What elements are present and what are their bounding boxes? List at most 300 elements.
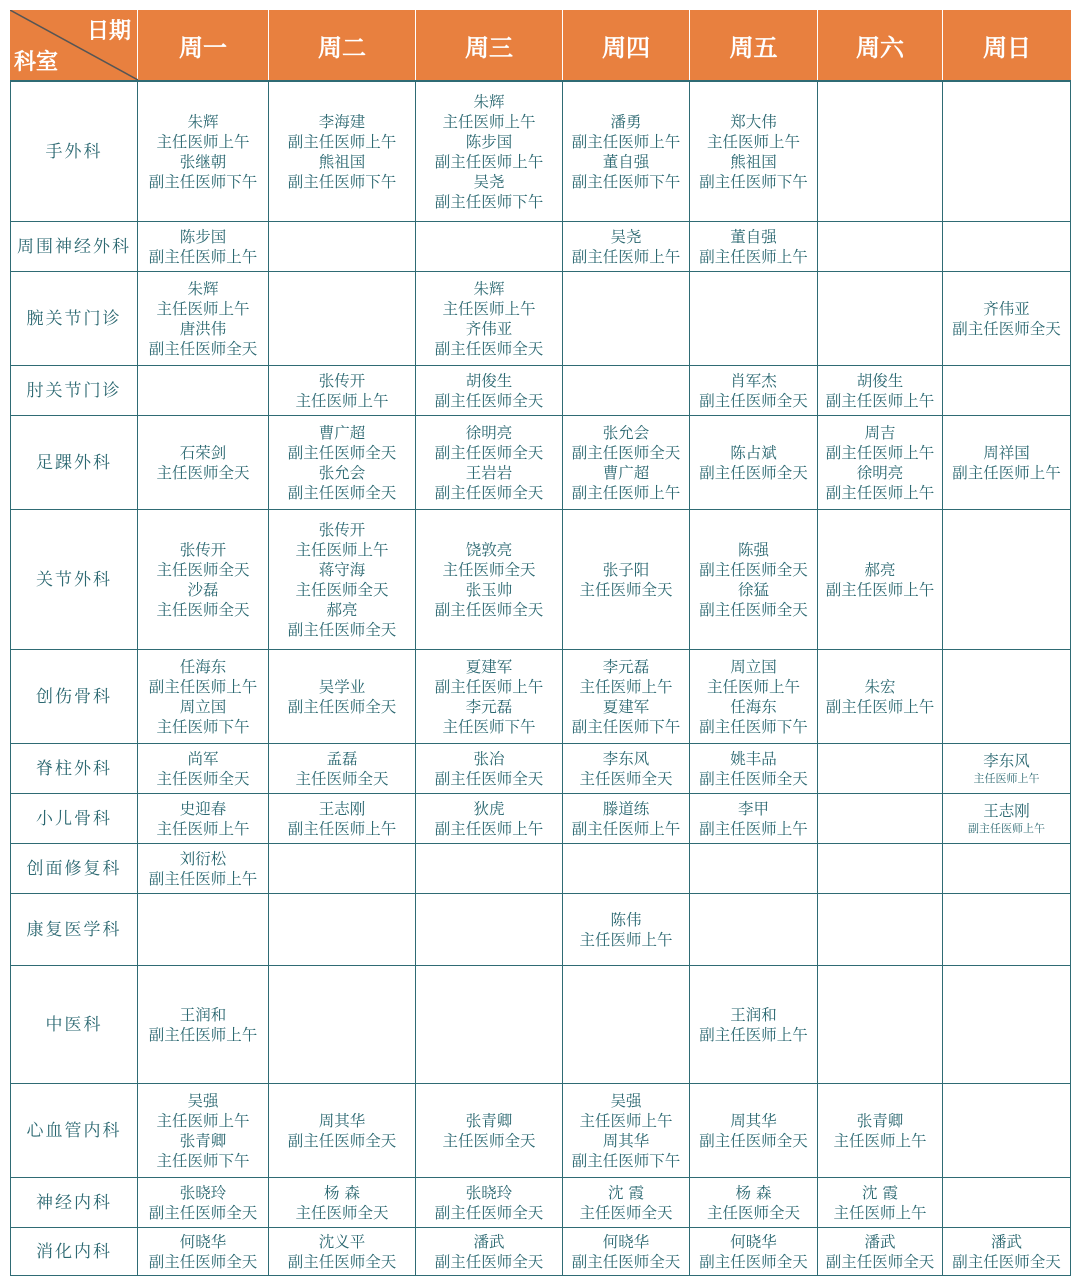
schedule-cell-thu (563, 1178, 690, 1227)
doctor-title-session: 副主任医师全天 (699, 463, 808, 482)
doctor-name: 董自强 (602, 152, 650, 171)
doctor-title-session: 副主任医师上午 (571, 247, 681, 266)
department-name: 消化内科 (10, 1228, 138, 1275)
schedule-cell-fri (690, 650, 818, 743)
header-row (10, 10, 1071, 82)
doctor-name: 吴尧 (610, 227, 642, 246)
doctor-name: 潘武 (864, 1232, 896, 1251)
schedule-cell-thu (563, 1228, 690, 1275)
doctor-title-session: 副主任医师上午 (825, 580, 935, 599)
doctor-name: 张继朝 (179, 152, 227, 171)
doctor-title-session: 副主任医师上午 (148, 677, 258, 696)
day-header-sat: 周六 (818, 10, 943, 80)
doctor-name: 潘武 (473, 1232, 505, 1251)
schedule-cell-sat (818, 844, 943, 893)
doctor-name: 蒋守海 (318, 560, 366, 579)
doctor-name: 徐猛 (737, 580, 769, 599)
doctor-title-session: 副主任医师上午 (825, 391, 935, 410)
schedule-cell-mon (138, 222, 269, 271)
table-row (10, 272, 1071, 366)
doctor-name: 郝亮 (326, 600, 358, 619)
doctor-title-session: 主任医师全天 (442, 560, 536, 579)
doctor-name: 周吉 (864, 423, 896, 442)
doctor-title-session: 主任医师全天 (579, 580, 673, 599)
doctor-title-session: 副主任医师全天 (287, 620, 397, 639)
doctor-title-session: 副主任医师下午 (434, 192, 544, 211)
schedule-cell-thu (563, 272, 690, 365)
doctor-name: 陈占斌 (730, 443, 777, 462)
day-header-thu: 周四 (563, 10, 690, 80)
schedule-cell-sun (943, 82, 1071, 221)
schedule-cell-mon (138, 1228, 269, 1275)
schedule-cell-fri (690, 744, 818, 793)
schedule-cell-thu (563, 844, 690, 893)
schedule-cell-sun (943, 366, 1071, 415)
doctor-title-session: 主任医师上午 (833, 1131, 927, 1150)
day-header-tue: 周二 (269, 10, 416, 80)
doctor-title-session: 副主任医师全天 (148, 339, 258, 358)
doctor-name: 李甲 (737, 799, 769, 818)
doctor-name: 肖军杰 (730, 371, 777, 390)
department-name: 创面修复科 (10, 844, 138, 893)
table-row (10, 222, 1071, 272)
schedule-cell-sat (818, 744, 943, 793)
doctor-title-session: 副主任医师上午 (825, 483, 935, 502)
doctor-name: 张传开 (318, 371, 366, 390)
doctor-name: 张青卿 (179, 1131, 227, 1150)
schedule-cell-wed (416, 794, 563, 843)
department-name: 创伤骨科 (10, 650, 138, 743)
doctor-title-session: 主任医师全天 (579, 769, 673, 788)
schedule-cell-thu (563, 894, 690, 965)
doctor-title-session: 副主任医师全天 (148, 1252, 258, 1271)
schedule-cell-tue (269, 650, 416, 743)
doctor-name: 周其华 (602, 1131, 650, 1150)
doctor-title-session: 副主任医师上午 (571, 483, 681, 502)
schedule-cell-fri (690, 794, 818, 843)
schedule-cell-sun (943, 966, 1071, 1083)
schedule-cell-fri (690, 272, 818, 365)
schedule-cell-thu (563, 510, 690, 649)
schedule-cell-mon (138, 366, 269, 415)
schedule-cell-sat (818, 366, 943, 415)
doctor-title-session: 主任医师全天 (295, 769, 389, 788)
schedule-cell-sun (943, 416, 1071, 509)
schedule-cell-tue (269, 510, 416, 649)
doctor-title-session: 副主任医师上午 (952, 463, 1061, 482)
doctor-title-session: 副主任医师上午 (571, 132, 681, 151)
schedule-cell-sat (818, 894, 943, 965)
schedule-cell-fri (690, 222, 818, 271)
doctor-name: 周其华 (730, 1111, 777, 1130)
doctor-name: 张允会 (602, 423, 650, 442)
doctor-title-session: 副主任医师上午 (825, 443, 935, 462)
schedule-cell-thu (563, 416, 690, 509)
doctor-title-session: 副主任医师全天 (434, 391, 544, 410)
department-name: 关节外科 (10, 510, 138, 649)
schedule-cell-mon (138, 272, 269, 365)
doctor-name: 朱辉 (187, 112, 219, 131)
doctor-name: 任海东 (730, 697, 777, 716)
doctor-name: 李海建 (318, 112, 366, 131)
schedule-cell-sun (943, 510, 1071, 649)
schedule-table (10, 10, 1071, 1276)
schedule-cell-mon (138, 966, 269, 1083)
schedule-cell-fri (690, 894, 818, 965)
doctor-name: 齐伟亚 (983, 299, 1030, 318)
doctor-title-session: 主任医师上午 (973, 771, 1040, 785)
doctor-title-session: 副主任医师上午 (699, 819, 808, 838)
doctor-title-session: 副主任医师全天 (287, 1252, 397, 1271)
doctor-title-session: 副主任医师全天 (287, 1131, 397, 1150)
day-header-wed: 周三 (416, 10, 563, 80)
doctor-name: 夏建军 (465, 657, 513, 676)
doctor-name: 石荣剑 (179, 443, 227, 462)
department-name: 腕关节门诊 (10, 272, 138, 365)
doctor-name: 史迎春 (179, 799, 227, 818)
doctor-title-session: 副主任医师全天 (699, 560, 808, 579)
doctor-title-session: 副主任医师全天 (434, 1252, 544, 1271)
schedule-cell-mon (138, 510, 269, 649)
doctor-name: 张传开 (179, 540, 227, 559)
table-row (10, 1084, 1071, 1178)
doctor-name: 胡俊生 (856, 371, 904, 390)
doctor-title-session: 副主任医师全天 (699, 1131, 808, 1150)
schedule-cell-sat (818, 510, 943, 649)
doctor-name: 夏建军 (602, 697, 650, 716)
doctor-title-session: 副主任医师全天 (571, 443, 681, 462)
doctor-name: 何晓华 (730, 1232, 777, 1251)
schedule-cell-mon (138, 650, 269, 743)
doctor-name: 王润和 (730, 1005, 777, 1024)
schedule-cell-tue (269, 966, 416, 1083)
doctor-title-session: 副主任医师上午 (825, 697, 935, 716)
day-header-sun: 周日 (983, 33, 1031, 62)
doctor-name: 李东风 (983, 751, 1030, 770)
doctor-name: 姚丰品 (730, 749, 777, 768)
doctor-title-session: 主任医师上午 (706, 677, 800, 696)
schedule-cell-wed (416, 894, 563, 965)
doctor-title-session: 主任医师上午 (156, 299, 250, 318)
doctor-title-session: 副主任医师全天 (287, 697, 397, 716)
schedule-cell-mon (138, 894, 269, 965)
doctor-name: 刘衍松 (179, 849, 227, 868)
doctor-name: 吴学业 (318, 677, 366, 696)
doctor-name: 周立国 (179, 697, 227, 716)
doctor-title-session: 副主任医师全天 (148, 1203, 258, 1222)
schedule-cell-sat (818, 82, 943, 221)
doctor-name: 张冶 (473, 749, 505, 768)
doctor-name: 张青卿 (465, 1111, 513, 1130)
doctor-name: 胡俊生 (465, 371, 513, 390)
doctor-title-session: 主任医师全天 (579, 1203, 673, 1222)
department-name: 足踝外科 (10, 416, 138, 509)
schedule-cell-thu (563, 744, 690, 793)
schedule-cell-sat (818, 1084, 943, 1177)
schedule-cell-tue (269, 272, 416, 365)
schedule-cell-wed (416, 744, 563, 793)
doctor-name: 王岩岩 (465, 463, 513, 482)
schedule-cell-tue (269, 416, 416, 509)
department-name: 肘关节门诊 (10, 366, 138, 415)
doctor-name: 何晓华 (179, 1232, 227, 1251)
schedule-body (10, 82, 1071, 1276)
schedule-cell-tue (269, 844, 416, 893)
doctor-name: 饶敦亮 (465, 540, 513, 559)
doctor-name: 孟磊 (326, 749, 358, 768)
doctor-name: 沈 霞 (608, 1183, 644, 1202)
day-header-fri: 周五 (690, 10, 818, 80)
schedule-cell-thu (563, 650, 690, 743)
doctor-name: 陈步国 (179, 227, 227, 246)
schedule-cell-sat (818, 1178, 943, 1227)
doctor-name: 熊祖国 (730, 152, 777, 171)
doctor-name: 张晓玲 (179, 1183, 227, 1202)
doctor-title-session: 副主任医师全天 (952, 319, 1061, 338)
schedule-cell-sun (943, 1178, 1071, 1227)
doctor-name: 潘勇 (610, 112, 642, 131)
doctor-name: 熊祖国 (318, 152, 366, 171)
doctor-name: 何晓华 (602, 1232, 650, 1251)
department-name: 康复医学科 (10, 894, 138, 965)
doctor-title-session: 主任医师上午 (295, 540, 389, 559)
doctor-title-session: 副主任医师下午 (571, 717, 681, 736)
doctor-title-session: 副主任医师全天 (571, 1252, 681, 1271)
schedule-cell-wed (416, 416, 563, 509)
schedule-cell-tue (269, 366, 416, 415)
doctor-title-session: 主任医师全天 (156, 769, 250, 788)
doctor-name: 王润和 (179, 1005, 227, 1024)
table-row (10, 844, 1071, 894)
doctor-name: 曹广超 (318, 423, 366, 442)
schedule-cell-wed (416, 82, 563, 221)
doctor-title-session: 副主任医师上午 (148, 1025, 258, 1044)
doctor-name: 王志刚 (318, 799, 366, 818)
doctor-name: 张玉帅 (465, 580, 513, 599)
schedule-cell-mon (138, 416, 269, 509)
schedule-cell-tue (269, 82, 416, 221)
doctor-title-session: 副主任医师全天 (287, 483, 397, 502)
doctor-title-session: 副主任医师下午 (571, 1151, 681, 1170)
schedule-cell-sun (943, 1084, 1071, 1177)
doctor-title-session: 副主任医师上午 (699, 1025, 808, 1044)
schedule-cell-fri (690, 366, 818, 415)
doctor-title-session: 主任医师上午 (442, 299, 536, 318)
schedule-cell-thu (563, 1084, 690, 1177)
schedule-cell-sun (943, 1228, 1071, 1275)
schedule-cell-wed (416, 272, 563, 365)
schedule-cell-mon (138, 82, 269, 221)
department-name: 周围神经外科 (10, 222, 138, 271)
doctor-title-session: 副主任医师上午 (287, 819, 397, 838)
schedule-cell-tue (269, 1084, 416, 1177)
doctor-title-session: 主任医师下午 (156, 717, 250, 736)
doctor-name: 张允会 (318, 463, 366, 482)
schedule-cell-sat (818, 1228, 943, 1275)
doctor-title-session: 主任医师上午 (156, 1111, 250, 1130)
doctor-name: 唐洪伟 (179, 319, 227, 338)
doctor-name: 李元磊 (602, 657, 650, 676)
doctor-name: 李元磊 (465, 697, 513, 716)
schedule-cell-wed (416, 510, 563, 649)
schedule-cell-sat (818, 650, 943, 743)
department-name: 神经内科 (10, 1178, 138, 1227)
schedule-cell-fri (690, 844, 818, 893)
doctor-name: 任海东 (179, 657, 227, 676)
corner-dept-label: 科室 (14, 50, 59, 75)
schedule-cell-tue (269, 744, 416, 793)
doctor-name: 董自强 (730, 227, 777, 246)
schedule-cell-mon (138, 1178, 269, 1227)
doctor-name: 吴尧 (473, 172, 505, 191)
schedule-cell-sun (943, 222, 1071, 271)
doctor-title-session: 副主任医师下午 (699, 172, 808, 191)
schedule-cell-sat (818, 416, 943, 509)
doctor-name: 狄虎 (473, 799, 505, 818)
doctor-title-session: 副主任医师上午 (434, 819, 544, 838)
doctor-title-session: 主任医师全天 (706, 1203, 800, 1222)
doctor-name: 张晓玲 (465, 1183, 513, 1202)
schedule-cell-sat (818, 222, 943, 271)
doctor-title-session: 主任医师上午 (156, 819, 250, 838)
table-row (10, 744, 1071, 794)
doctor-title-session: 副主任医师全天 (699, 391, 808, 410)
doctor-name: 潘武 (990, 1232, 1022, 1251)
department-name: 脊柱外科 (10, 744, 138, 793)
doctor-title-session: 副主任医师下午 (148, 172, 258, 191)
doctor-name: 杨 森 (735, 1183, 772, 1202)
schedule-cell-wed (416, 222, 563, 271)
doctor-title-session: 副主任医师全天 (287, 443, 397, 462)
doctor-title-session: 主任医师全天 (156, 600, 250, 619)
doctor-name: 郝亮 (864, 560, 896, 579)
doctor-name: 朱辉 (187, 279, 219, 298)
doctor-name: 吴强 (187, 1091, 219, 1110)
doctor-name: 沈义平 (318, 1232, 366, 1251)
schedule-cell-fri (690, 416, 818, 509)
schedule-cell-wed (416, 1084, 563, 1177)
doctor-name: 徐明亮 (856, 463, 904, 482)
schedule-cell-thu (563, 366, 690, 415)
doctor-title-session: 主任医师下午 (156, 1151, 250, 1170)
doctor-title-session: 副主任医师全天 (434, 483, 544, 502)
schedule-cell-sun (943, 272, 1071, 365)
doctor-name: 齐伟亚 (465, 319, 513, 338)
table-row (10, 966, 1071, 1084)
table-row (10, 416, 1071, 510)
doctor-name: 朱辉 (473, 92, 505, 111)
schedule-cell-sun (943, 894, 1071, 965)
schedule-cell-sun (943, 844, 1071, 893)
doctor-name: 朱宏 (864, 677, 896, 696)
doctor-title-session: 副主任医师上午 (434, 152, 544, 171)
doctor-title-session: 主任医师全天 (156, 560, 250, 579)
schedule-cell-mon (138, 744, 269, 793)
schedule-cell-tue (269, 794, 416, 843)
schedule-cell-thu (563, 794, 690, 843)
schedule-cell-sun (943, 794, 1071, 843)
doctor-name: 沙磊 (187, 580, 219, 599)
schedule-cell-sun (943, 744, 1071, 793)
table-row (10, 366, 1071, 416)
doctor-name: 陈伟 (610, 910, 642, 929)
doctor-name: 王志刚 (983, 801, 1030, 820)
doctor-title-session: 副主任医师下午 (287, 172, 397, 191)
schedule-cell-fri (690, 82, 818, 221)
schedule-cell-tue (269, 894, 416, 965)
doctor-title-session: 副主任医师全天 (825, 1252, 935, 1271)
doctor-title-session: 主任医师上午 (579, 930, 673, 949)
doctor-title-session: 主任医师上午 (833, 1203, 927, 1222)
doctor-title-session: 副主任医师全天 (699, 600, 808, 619)
doctor-name: 尚军 (187, 749, 219, 768)
schedule-cell-tue (269, 222, 416, 271)
doctor-title-session: 副主任医师上午 (148, 247, 258, 266)
doctor-title-session: 主任医师上午 (295, 391, 389, 410)
schedule-cell-sat (818, 794, 943, 843)
doctor-name: 张青卿 (856, 1111, 904, 1130)
schedule-cell-wed (416, 366, 563, 415)
table-row (10, 1228, 1071, 1276)
doctor-title-session: 主任医师下午 (442, 717, 536, 736)
department-name: 小儿骨科 (10, 794, 138, 843)
doctor-name: 李东风 (602, 749, 650, 768)
doctor-name: 滕道练 (602, 799, 650, 818)
doctor-name: 张传开 (318, 520, 366, 539)
department-name: 中医科 (10, 966, 138, 1083)
doctor-title-session: 副主任医师上午 (571, 819, 681, 838)
doctor-title-session: 副主任医师全天 (434, 339, 544, 358)
schedule-cell-wed (416, 1228, 563, 1275)
doctor-name: 周立国 (730, 657, 777, 676)
corner-header (10, 10, 138, 80)
doctor-title-session: 副主任医师全天 (434, 769, 544, 788)
doctor-title-session: 主任医师上午 (579, 1111, 673, 1130)
corner-date-label: 日期 (86, 19, 131, 44)
day-header-mon: 周一 (138, 10, 269, 80)
doctor-title-session: 副主任医师上午 (148, 869, 258, 888)
doctor-title-session: 副主任医师全天 (699, 1252, 808, 1271)
schedule-cell-fri (690, 510, 818, 649)
doctor-title-session: 主任医师上午 (156, 132, 250, 151)
schedule-cell-fri (690, 1084, 818, 1177)
table-row (10, 650, 1071, 744)
schedule-cell-sat (818, 272, 943, 365)
schedule-cell-thu (563, 222, 690, 271)
doctor-title-session: 副主任医师全天 (434, 600, 544, 619)
doctor-title-session: 副主任医师全天 (434, 443, 544, 462)
doctor-title-session: 副主任医师上午 (968, 821, 1045, 835)
department-name: 手外科 (10, 82, 138, 221)
doctor-name: 陈强 (737, 540, 769, 559)
doctor-title-session: 副主任医师上午 (699, 247, 808, 266)
doctor-title-session: 主任医师上午 (442, 112, 536, 131)
schedule-cell-thu (563, 82, 690, 221)
schedule-cell-fri (690, 1228, 818, 1275)
schedule-cell-tue (269, 1178, 416, 1227)
doctor-title-session: 副主任医师下午 (571, 172, 681, 191)
table-row (10, 894, 1071, 966)
schedule-cell-wed (416, 650, 563, 743)
doctor-name: 朱辉 (473, 279, 505, 298)
doctor-title-session: 主任医师全天 (295, 1203, 389, 1222)
table-row (10, 510, 1071, 650)
schedule-cell-wed (416, 844, 563, 893)
doctor-title-session: 主任医师上午 (706, 132, 800, 151)
schedule-cell-fri (690, 1178, 818, 1227)
table-row (10, 82, 1071, 222)
doctor-title-session: 副主任医师全天 (434, 1203, 544, 1222)
